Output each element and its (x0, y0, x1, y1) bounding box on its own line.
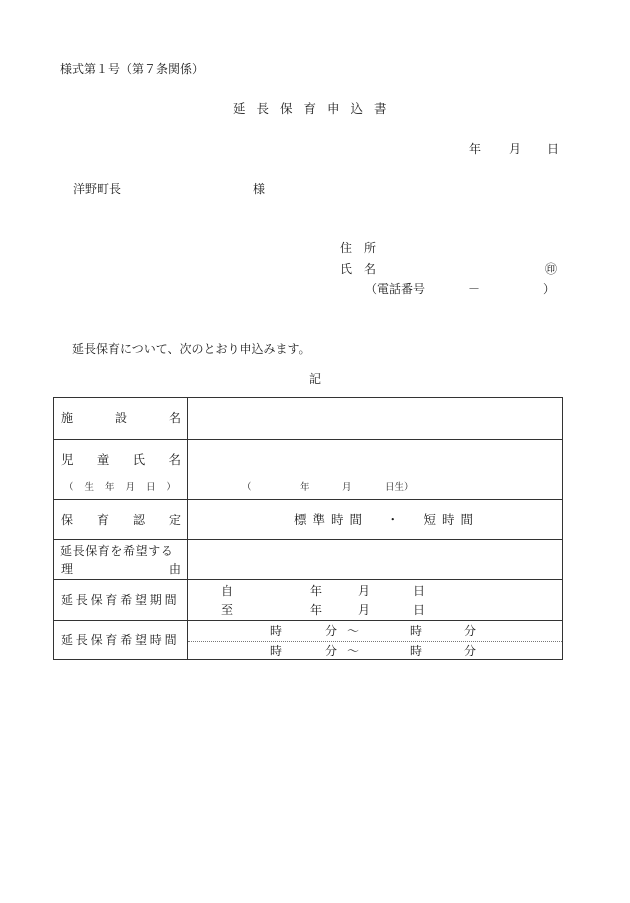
period-from-prefix: 自 (221, 584, 234, 598)
period-label: 延長保育希望期間 (61, 593, 180, 607)
facility-row (54, 398, 562, 439)
child-name-field[interactable] (189, 442, 559, 476)
certification-label: 保 育 認 定 (61, 513, 181, 527)
phone-close: ） (543, 282, 556, 296)
date-day-label: 日 (547, 142, 560, 156)
time-row-2-hour: 時 (270, 644, 283, 658)
time-row-2-hour2: 時 (410, 644, 423, 658)
date-year-label: 年 (469, 142, 482, 156)
period-from-month: 月 (358, 584, 371, 598)
child-row (54, 439, 562, 499)
form-number: 様式第１号（第７条関係） (60, 62, 205, 76)
child-name-label: 児 童 氏 名 (61, 452, 181, 467)
period-to-year: 年 (310, 603, 323, 617)
facility-field[interactable] (189, 400, 559, 436)
addressee-honorific: 様 (253, 182, 266, 196)
ki-heading: 記 (309, 372, 322, 386)
time-row-1-tilde: ～ (347, 624, 360, 638)
form-title: 延長保育申込書 (233, 101, 398, 116)
period-from-year: 年 (310, 584, 323, 598)
facility-label: 施 設 名 (61, 411, 181, 425)
birth-year: 年 (300, 482, 310, 493)
time-row-2-tilde: ～ (347, 644, 360, 658)
certification-row (54, 499, 562, 539)
addressee-name: 洋野町長 (73, 182, 122, 196)
reason-row (54, 539, 562, 579)
time-row-2-minute: 分 (325, 644, 338, 658)
birth-open: （ (242, 482, 252, 493)
time-row-2-minute2: 分 (464, 644, 477, 658)
period-to-day: 日 (413, 603, 426, 617)
time-divider (188, 641, 562, 642)
phone-label: （電話番号 (365, 282, 426, 296)
time-row-1-hour: 時 (270, 624, 283, 638)
intro-text: 延長保育について、次のとおり申込みます。 (72, 342, 311, 356)
birth-date-label: （ 生 年 月 日 ） (64, 482, 176, 493)
phone-dash: － (468, 282, 481, 296)
birth-month: 月 (342, 482, 352, 493)
reason-label-line1: 延長保育を希望する (60, 544, 174, 558)
period-row (54, 579, 562, 620)
reason-label-line2: 理 由 (61, 562, 181, 576)
period-from-day: 日 (413, 584, 426, 598)
time-row (54, 620, 562, 661)
certification-options[interactable]: 標準時間 ・ 短時間 (294, 512, 480, 527)
time-row-1-minute2: 分 (464, 624, 477, 638)
date-month-label: 月 (509, 142, 522, 156)
seal-icon: ㊞ (545, 262, 558, 276)
application-table (53, 397, 563, 660)
name-label: 氏 名 (340, 262, 377, 276)
period-to-prefix: 至 (221, 603, 234, 617)
reason-field[interactable] (189, 542, 559, 578)
time-label: 延長保育希望時間 (61, 633, 180, 647)
address-label: 住 所 (340, 241, 377, 255)
birth-day: 日生） (385, 482, 414, 493)
time-row-1-hour2: 時 (410, 624, 423, 638)
time-row-1-minute: 分 (325, 624, 338, 638)
period-to-month: 月 (358, 603, 371, 617)
